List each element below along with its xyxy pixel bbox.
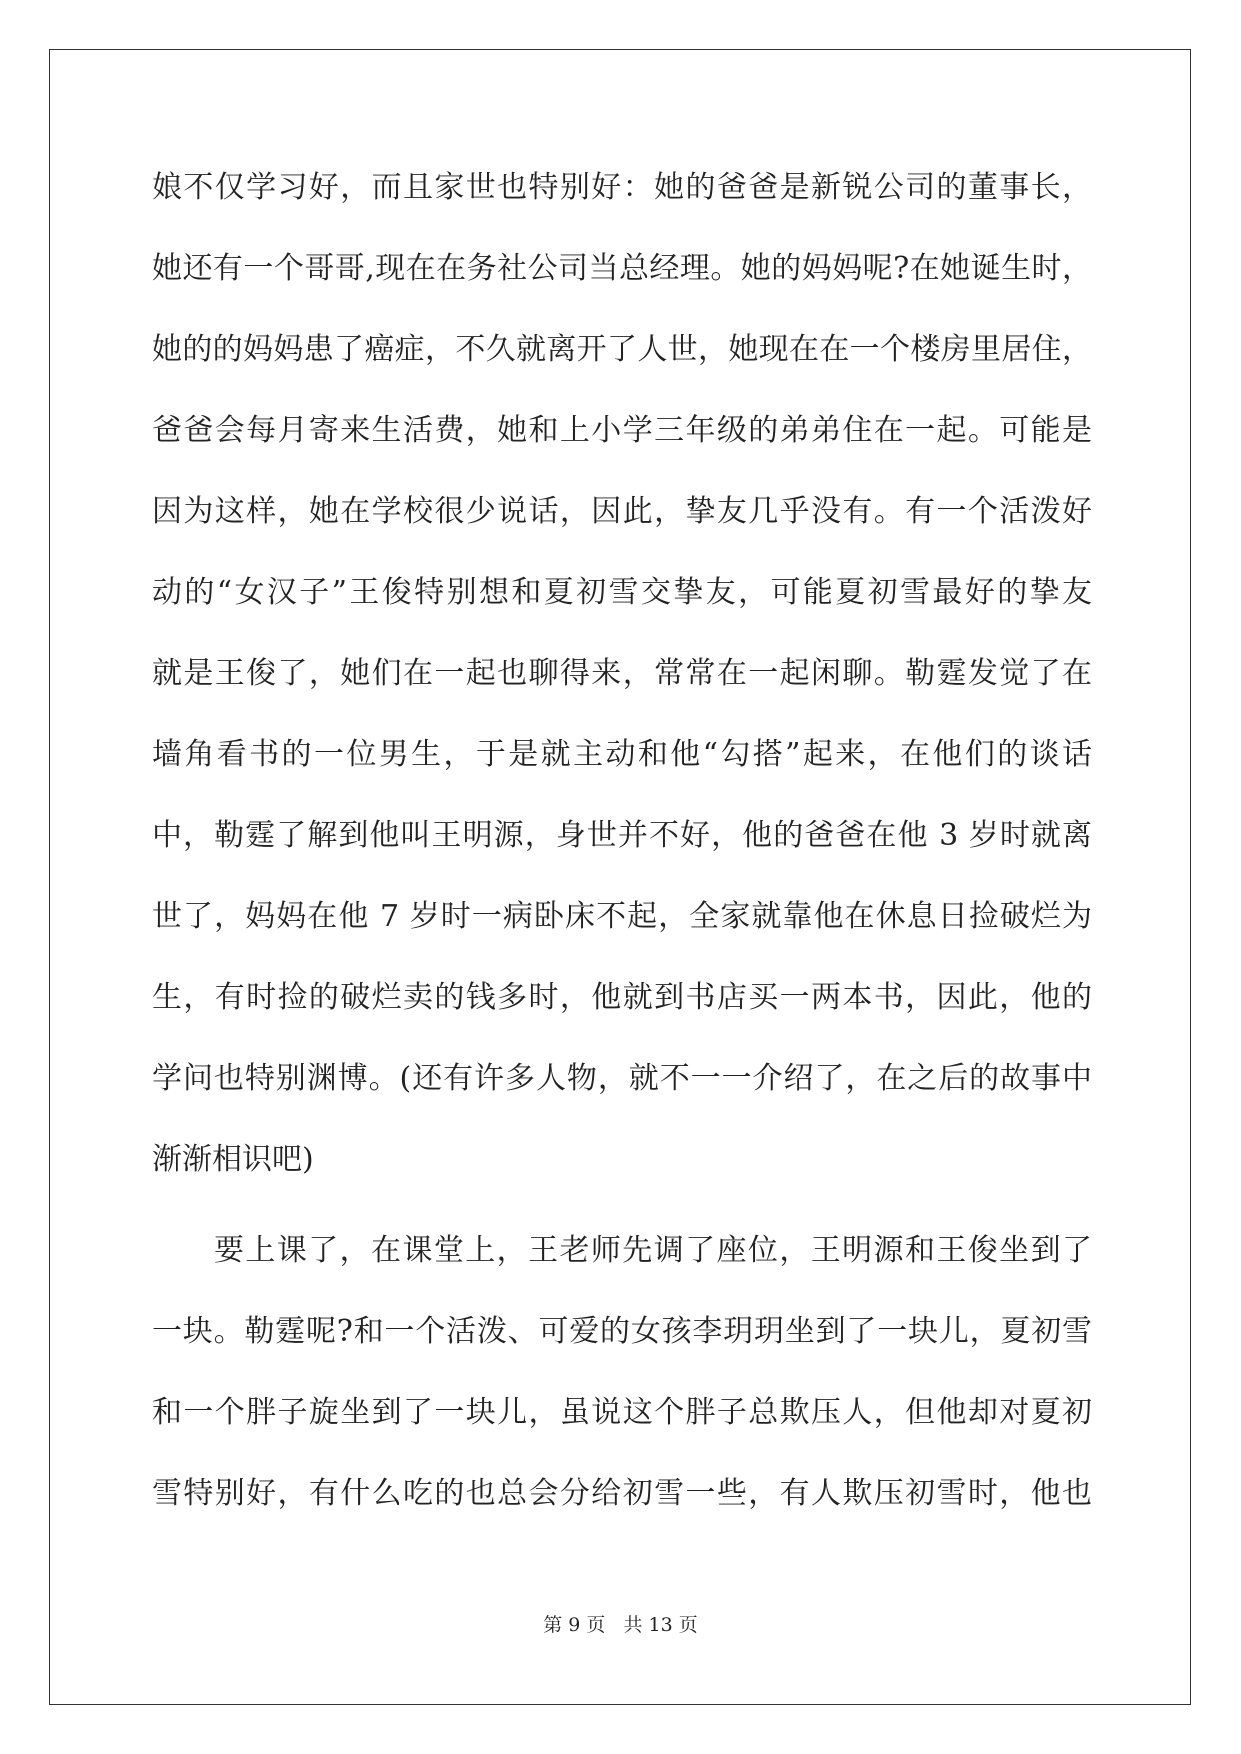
text-line: 她的的妈妈患了癌症，不久就离开了人世，她现在在一个楼房里居住， [152,332,1092,367]
text-line: 生，有时捡的破烂卖的钱多时，他就到书店买一两本书，因此，他的 [152,980,1092,1015]
text-line: 一块。勒霆呢?和一个活泼、可爱的女孩李玥玥坐到了一块儿，夏初雪 [152,1314,1092,1349]
text-line: 动的“女汉子”王俊特别想和夏初雪交挚友，可能夏初雪最好的挚友 [152,575,1092,610]
text-line: 渐渐相识吧) [152,1142,314,1177]
paragraph-first-line: 要上课了，在课堂上，王老师先调了座位，王明源和王俊坐到了 [214,1233,1092,1268]
text-line: 因为这样，她在学校很少说话，因此，挚友几乎没有。有一个活泼好 [152,494,1092,529]
page-footer [0,1610,1241,1637]
text-line: 墙角看书的一位男生，于是就主动和他“勾搭”起来，在他们的谈话 [152,737,1092,772]
text-line: 爸爸会每月寄来生活费，她和上小学三年级的弟弟住在一起。可能是 [152,413,1092,448]
text-line: 她还有一个哥哥,现在在务社公司当总经理。她的妈妈呢?在她诞生时， [152,251,1092,286]
text-line: 学问也特别渊博。(还有许多人物，就不一一介绍了，在之后的故事中 [152,1061,1092,1096]
text-line: 娘不仅学习好，而且家世也特别好：她的爸爸是新锐公司的董事长， [152,170,1092,205]
text-line: 雪特别好，有什么吃的也总会分给初雪一些，有人欺压初雪时，他也 [152,1476,1092,1511]
page-number: 第 9 页 [543,1614,606,1636]
text-line: 和一个胖子旋坐到了一块儿，虽说这个胖子总欺压人，但他却对夏初 [152,1395,1092,1430]
page-total: 共 13 页 [623,1614,698,1636]
text-line: 就是王俊了，她们在一起也聊得来，常常在一起闲聊。勒霆发觉了在 [152,656,1092,691]
document-body [152,168,1092,1555]
text-line: 世了，妈妈在他 7 岁时一病卧床不起，全家就靠他在休息日捡破烂为 [152,899,1092,934]
text-line: 中，勒霆了解到他叫王明源，身世并不好，他的爸爸在他 3 岁时就离 [152,818,1092,853]
